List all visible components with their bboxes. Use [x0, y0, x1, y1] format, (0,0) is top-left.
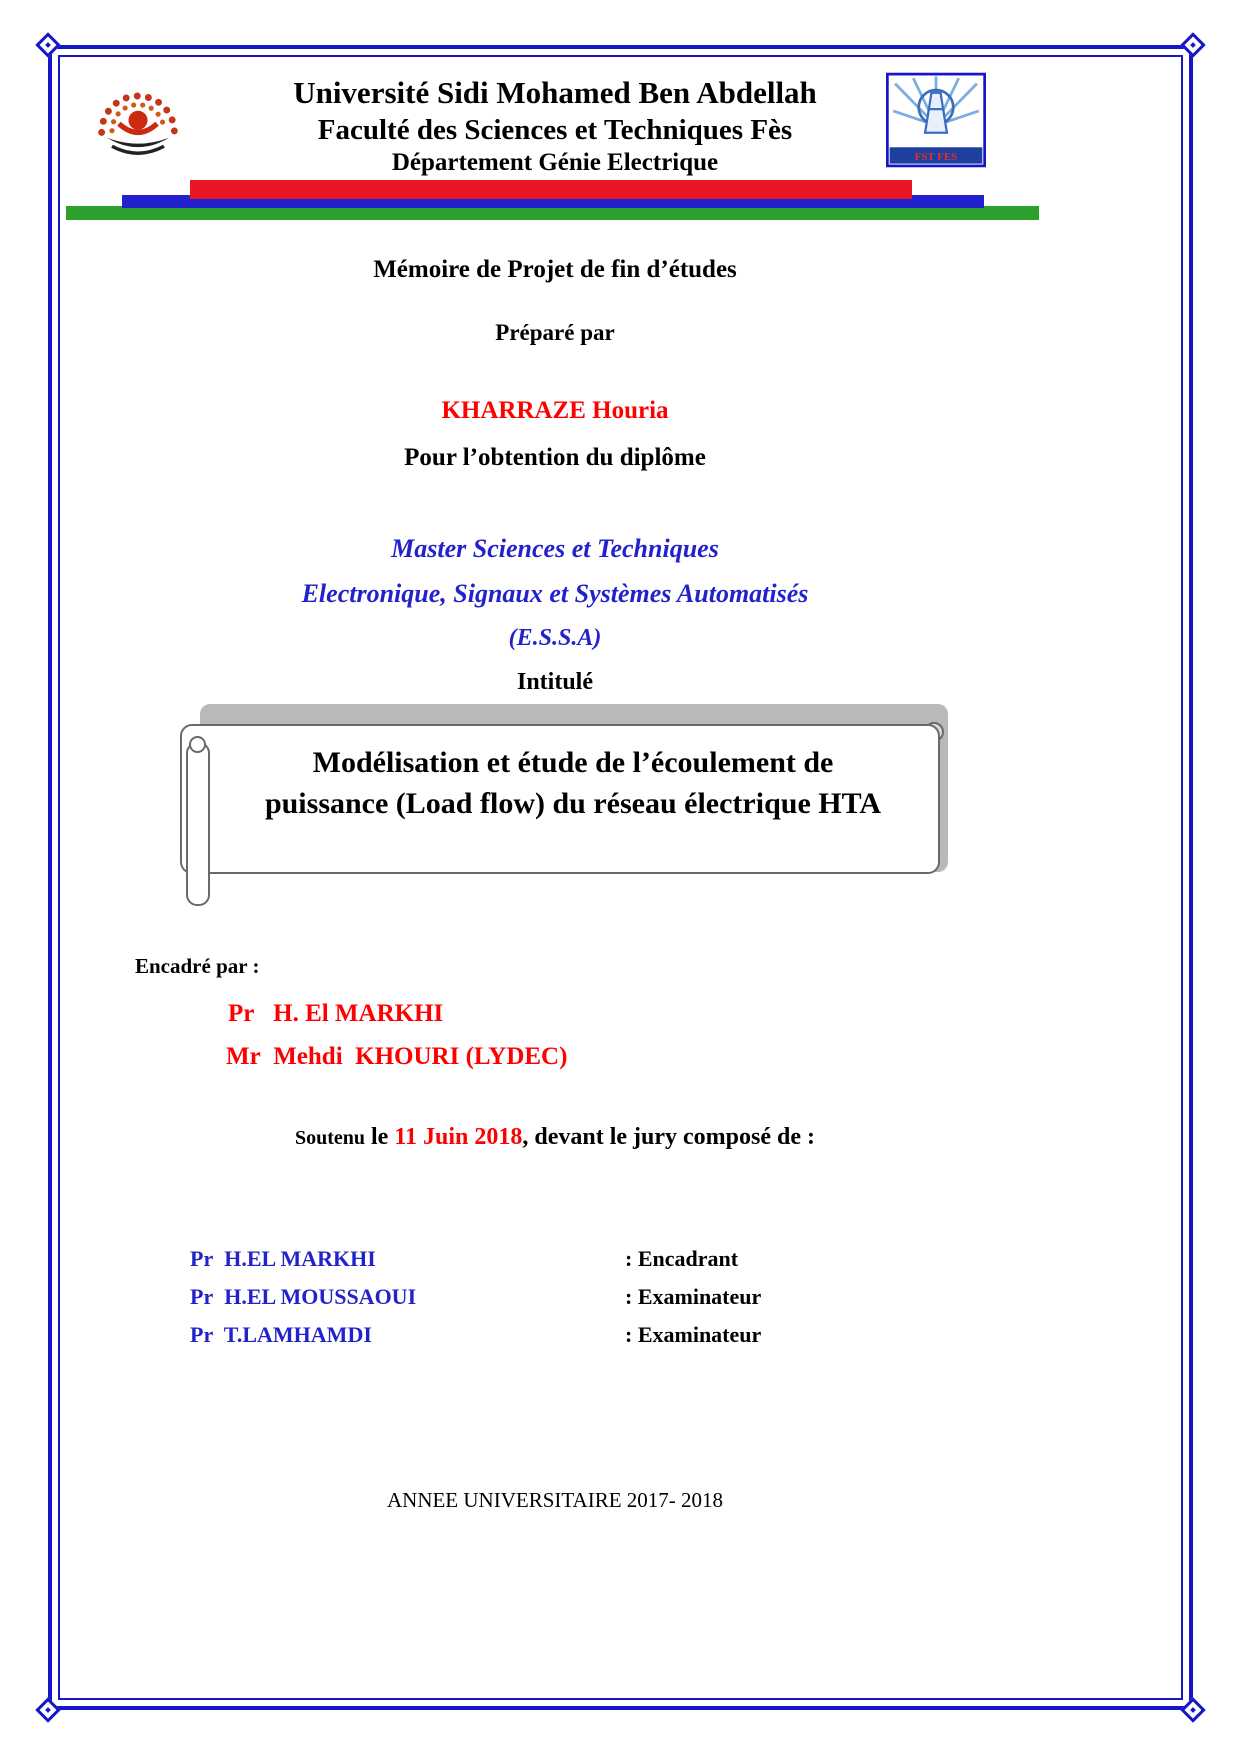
green-separator-bar	[66, 206, 1039, 220]
defense-le: le	[365, 1124, 395, 1150]
faculty-name: Faculté des Sciences et Techniques Fès	[317, 114, 793, 146]
thesis-title	[210, 742, 936, 824]
master-line-1: Master Sciences et Techniques	[391, 534, 719, 563]
jury-member-name: Pr H.EL MARKHI	[190, 1246, 376, 1271]
jury-member-name: Pr T.LAMHAMDI	[190, 1322, 372, 1347]
prepared-by-label: Préparé par	[495, 320, 615, 345]
supervisor-2: Mr Mehdi KHOURI (LYDEC)	[226, 1043, 568, 1070]
jury-row	[190, 1322, 1010, 1360]
master-line-2: Electronique, Signaux et Systèmes Automatisés	[301, 579, 809, 608]
defense-prefix: Soutenu	[294, 1127, 365, 1149]
memoire-heading: Mémoire de Projet de fin d’études	[373, 256, 737, 283]
master-line-3: (E.S.S.A)	[508, 625, 602, 651]
intitule-label: Intitulé	[516, 669, 593, 695]
red-separator-bar	[190, 180, 912, 199]
fst-logo-label: FST FES	[914, 151, 958, 163]
jury-row	[190, 1246, 1010, 1284]
title-scroll-banner	[180, 716, 950, 902]
academic-year: ANNEE UNIVERSITAIRE 2017- 2018	[386, 1488, 724, 1512]
defense-date: 11 Juin 2018	[394, 1124, 523, 1150]
jury-row	[190, 1284, 1010, 1322]
jury-member-name: Pr H.EL MOUSSAOUI	[190, 1284, 417, 1309]
defense-suffix: , devant le jury composé de :	[522, 1124, 816, 1150]
jury-member-role: : Examinateur	[625, 1322, 762, 1347]
jury-member-role: : Examinateur	[625, 1284, 762, 1309]
thesis-title-line-1: Modélisation et étude de l’écoulement de	[312, 746, 834, 779]
scroll-roll-left	[186, 742, 210, 906]
defense-line	[60, 1122, 1050, 1152]
diploma-line: Pour l’obtention du diplôme	[404, 444, 706, 471]
author-name: KHARRAZE Houria	[441, 397, 669, 424]
jury-list	[190, 1246, 1010, 1360]
department-name: Département Génie Electrique	[391, 149, 719, 176]
university-name: Université Sidi Mohamed Ben Abdellah	[293, 75, 817, 110]
supervisor-1: Pr H. El MARKHI	[228, 1000, 444, 1027]
thesis-title-line-2: puissance (Load flow) du réseau électrique HTA	[264, 787, 882, 820]
jury-member-role: : Encadrant	[625, 1246, 739, 1271]
scroll-roll-circle	[189, 736, 206, 753]
supervision-label: Encadré par :	[135, 954, 260, 978]
